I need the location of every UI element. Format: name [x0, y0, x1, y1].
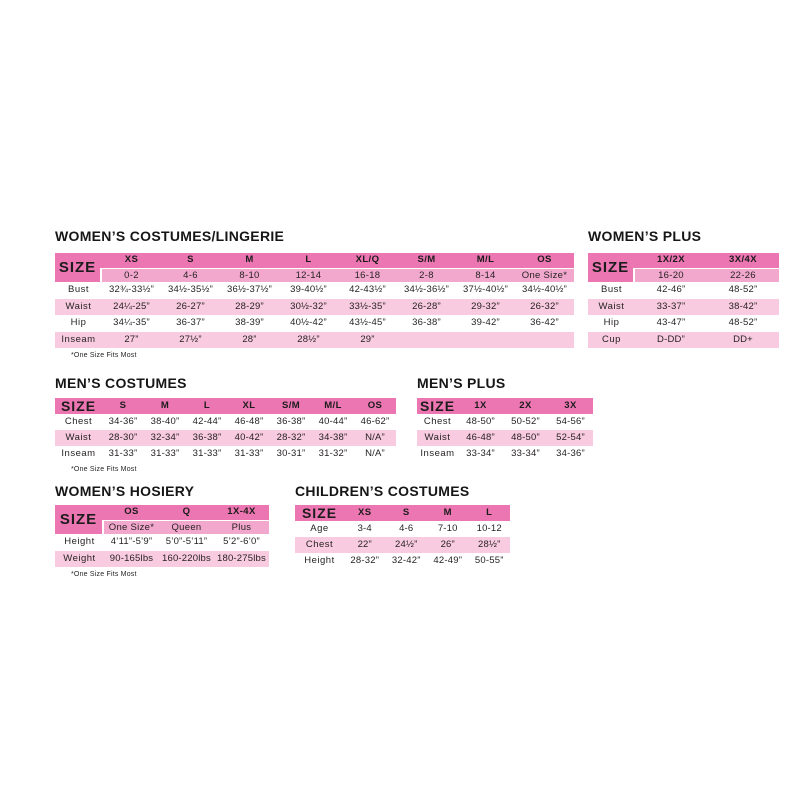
cell-value: 36½-37½” — [227, 284, 272, 295]
cell-value: 26-27” — [176, 300, 205, 312]
column-subheader: 2-8 — [419, 269, 434, 281]
cell-value: 24¼-25” — [113, 300, 150, 312]
cell-value: 42-49” — [433, 555, 463, 566]
cell-value: 7-10 — [437, 523, 458, 534]
cell-value: 34½-40½” — [522, 284, 567, 295]
cell-value: 29-32” — [471, 300, 500, 312]
column-header: 2X — [519, 400, 532, 411]
cell-value: 34½-36½” — [404, 284, 449, 295]
cell-value: 46-48” — [466, 432, 495, 443]
column-header: S — [402, 507, 410, 518]
row-label: Waist — [65, 432, 92, 443]
section-title: WOMEN’S HOSIERY — [55, 483, 195, 499]
cell-value: 28½” — [478, 539, 501, 550]
cell-value: 48-52” — [728, 317, 758, 329]
column-header: 3X — [564, 400, 577, 411]
column-header: M — [245, 254, 254, 265]
size-header-label: SIZE — [419, 398, 456, 414]
cell-value: 26-28” — [412, 300, 441, 312]
cell-value: 26-32” — [530, 300, 559, 312]
column-header: L — [203, 400, 211, 411]
column-header: XS — [124, 254, 139, 265]
column-subheader: 16-18 — [354, 269, 381, 281]
column-subheader: 0-2 — [124, 269, 139, 281]
column-header: 1X/2X — [657, 254, 685, 265]
size-header-label: SIZE — [301, 505, 338, 521]
column-header: XL — [242, 400, 256, 411]
cell-value: 30-31” — [276, 448, 306, 459]
cell-value: 39-42” — [471, 317, 500, 329]
column-subheader: 8-14 — [475, 269, 496, 281]
column-subheader: One Size* — [108, 521, 155, 533]
size-table — [55, 253, 574, 348]
row-label: Chest — [305, 539, 334, 550]
column-header: OS — [124, 506, 139, 517]
column-header: M — [443, 507, 452, 518]
cell-value: 3-4 — [357, 523, 372, 534]
cell-value: 28-29” — [235, 300, 264, 312]
column-header: L — [305, 254, 312, 265]
cell-value: 27½” — [179, 333, 202, 345]
row-label: Height — [304, 555, 335, 566]
cell-value: 34½-35½” — [168, 284, 213, 295]
cell-value: 54-56” — [556, 416, 585, 427]
section-title: WOMEN’S PLUS — [588, 228, 702, 244]
size-table — [295, 505, 510, 569]
cell-value: 34-36” — [556, 448, 585, 459]
cell-value: 34-38” — [318, 432, 348, 443]
cell-value: 40-42” — [234, 432, 264, 443]
column-header: 1X-4X — [227, 506, 256, 517]
cell-value: 30½-32” — [290, 300, 327, 312]
cell-value: 28-32” — [350, 555, 380, 566]
column-subheader: Plus — [231, 521, 252, 533]
column-header: 1X — [474, 400, 487, 411]
cell-value: 42-46” — [656, 284, 686, 295]
cell-value: 28½” — [297, 333, 320, 345]
cell-value: 42-43½” — [349, 284, 386, 295]
cell-value: 39-40½” — [290, 284, 327, 295]
column-subheader: One Size* — [521, 269, 568, 281]
column-header: M/L — [324, 400, 342, 411]
cell-value: 32-42” — [391, 555, 421, 566]
section-mens-costumes — [55, 375, 396, 473]
cell-value: 33-37” — [656, 300, 686, 312]
cell-value: 10-12 — [476, 523, 502, 534]
row-label: Waist — [424, 432, 451, 443]
cell-value: D-DD” — [657, 333, 685, 345]
cell-value: 36-42” — [530, 317, 559, 329]
column-header: M/L — [476, 254, 495, 265]
cell-value: 34-36” — [108, 416, 138, 427]
cell-value: 33½-35” — [349, 300, 386, 312]
column-header: XS — [358, 507, 372, 518]
column-header: S/M — [417, 254, 436, 265]
section-mens-plus — [417, 375, 593, 462]
cell-value: 38-39” — [235, 317, 264, 329]
cell-value: 50-55” — [474, 555, 504, 566]
row-label: Waist — [65, 300, 92, 312]
column-header: S — [187, 254, 194, 265]
section-title: MEN’S PLUS — [417, 375, 506, 391]
cell-value: 31-33” — [150, 448, 180, 459]
column-header: Q — [182, 506, 191, 517]
section-womens-plus — [588, 228, 779, 348]
cell-value: 31-33” — [192, 448, 222, 459]
column-header: 3X/4X — [729, 254, 757, 265]
cell-value: 26” — [440, 539, 455, 550]
column-header: L — [486, 507, 493, 518]
column-subheader: 16-20 — [658, 269, 684, 281]
footnote: *One Size Fits Most — [71, 352, 137, 360]
column-header: OS — [367, 400, 383, 411]
size-header-label: SIZE — [60, 398, 97, 414]
row-label: Hip — [603, 317, 620, 329]
cell-value: 36-38” — [412, 317, 441, 329]
section-womens-costumes-lingerie — [55, 228, 574, 359]
column-subheader: Queen — [171, 521, 202, 533]
cell-value: DD+ — [733, 333, 753, 345]
row-label: Bust — [67, 284, 89, 295]
cell-value: N/A” — [365, 432, 385, 443]
cell-value: 90-165lbs — [109, 552, 154, 564]
section-title: CHILDREN’S COSTUMES — [295, 483, 470, 499]
column-subheader: 12-14 — [295, 269, 322, 281]
cell-value: 4-6 — [399, 523, 414, 534]
row-label: Inseam — [61, 333, 96, 345]
cell-value: 48-52” — [728, 284, 758, 295]
size-header-label: SIZE — [591, 259, 630, 276]
size-table — [588, 253, 779, 348]
section-title: MEN’S COSTUMES — [55, 375, 187, 391]
column-subheader: 8-10 — [239, 269, 260, 281]
cell-value: 5’0”-5’11” — [165, 536, 208, 547]
section-womens-hosiery — [55, 483, 269, 578]
size-table — [55, 505, 269, 567]
cell-value: 24½” — [395, 539, 418, 550]
footnote: *One Size Fits Most — [71, 466, 137, 473]
section-title: WOMEN’S COSTUMES/LINGERIE — [55, 228, 285, 244]
column-subheader: 22-26 — [730, 269, 756, 281]
section-childrens-costumes — [295, 483, 510, 569]
cell-value: 36-38” — [192, 432, 222, 443]
cell-value: 40-44” — [318, 416, 348, 427]
column-header: S — [119, 400, 127, 411]
row-label: Chest — [64, 416, 93, 427]
size-header-label: SIZE — [59, 511, 98, 528]
column-subheader: 4-6 — [183, 269, 198, 281]
cell-value: 180-275lbs — [216, 552, 266, 564]
row-label: Inseam — [61, 448, 96, 459]
cell-value: 32-34” — [150, 432, 180, 443]
row-label: Height — [64, 536, 95, 547]
cell-value: 34¼-35” — [113, 317, 150, 329]
cell-value: 48-50” — [466, 416, 495, 427]
row-label: Hip — [70, 317, 87, 329]
cell-value: 28-30” — [108, 432, 138, 443]
cell-value: 28-32” — [276, 432, 306, 443]
column-header: M — [160, 400, 170, 411]
cell-value: 46-48” — [234, 416, 264, 427]
cell-value: 46-62” — [360, 416, 390, 427]
row-label: Bust — [600, 284, 622, 295]
cell-value: 31-32” — [318, 448, 348, 459]
row-label: Inseam — [420, 448, 455, 459]
cell-value: 27” — [124, 333, 139, 345]
column-header: OS — [537, 254, 552, 265]
row-label: Waist — [598, 300, 625, 312]
cell-value: 33-34” — [511, 448, 540, 459]
size-table — [55, 398, 396, 462]
cell-value: 50-52” — [511, 416, 540, 427]
row-label: Weight — [63, 552, 96, 564]
cell-value: 48-50” — [511, 432, 540, 443]
cell-value: 43-47” — [656, 317, 686, 329]
cell-value: 33-34” — [466, 448, 495, 459]
cell-value: 31-33” — [234, 448, 264, 459]
cell-value: 52-54” — [556, 432, 585, 443]
row-label: Age — [310, 523, 329, 534]
size-header-label: SIZE — [58, 259, 97, 276]
row-label: Chest — [423, 416, 452, 427]
cell-value: 36-37” — [176, 317, 205, 329]
cell-value: 31-33” — [108, 448, 138, 459]
cell-value: 29” — [360, 333, 375, 345]
cell-value: 40½-42” — [290, 317, 327, 329]
cell-value: 36-38” — [276, 416, 306, 427]
cell-value: 37½-40½” — [463, 284, 508, 295]
cell-value: 42-44” — [192, 416, 222, 427]
cell-value: 28” — [242, 333, 257, 345]
footnote: *One Size Fits Most — [71, 571, 137, 579]
cell-value: 5’2”-6’0” — [223, 536, 260, 547]
cell-value: 160-220lbs — [161, 552, 211, 564]
cell-value: 4’11”-5’9” — [110, 536, 153, 547]
cell-value: 38-40” — [150, 416, 180, 427]
row-label: Cup — [602, 333, 621, 345]
size-table — [417, 398, 593, 462]
cell-value: 43½-45” — [349, 317, 386, 329]
cell-value: 38-42” — [728, 300, 758, 312]
cell-value: 32¾-33½” — [109, 284, 154, 295]
cell-value: N/A” — [365, 448, 385, 459]
cell-value: 22” — [357, 539, 372, 550]
column-header: XL/Q — [355, 254, 380, 265]
column-header: S/M — [281, 400, 301, 411]
